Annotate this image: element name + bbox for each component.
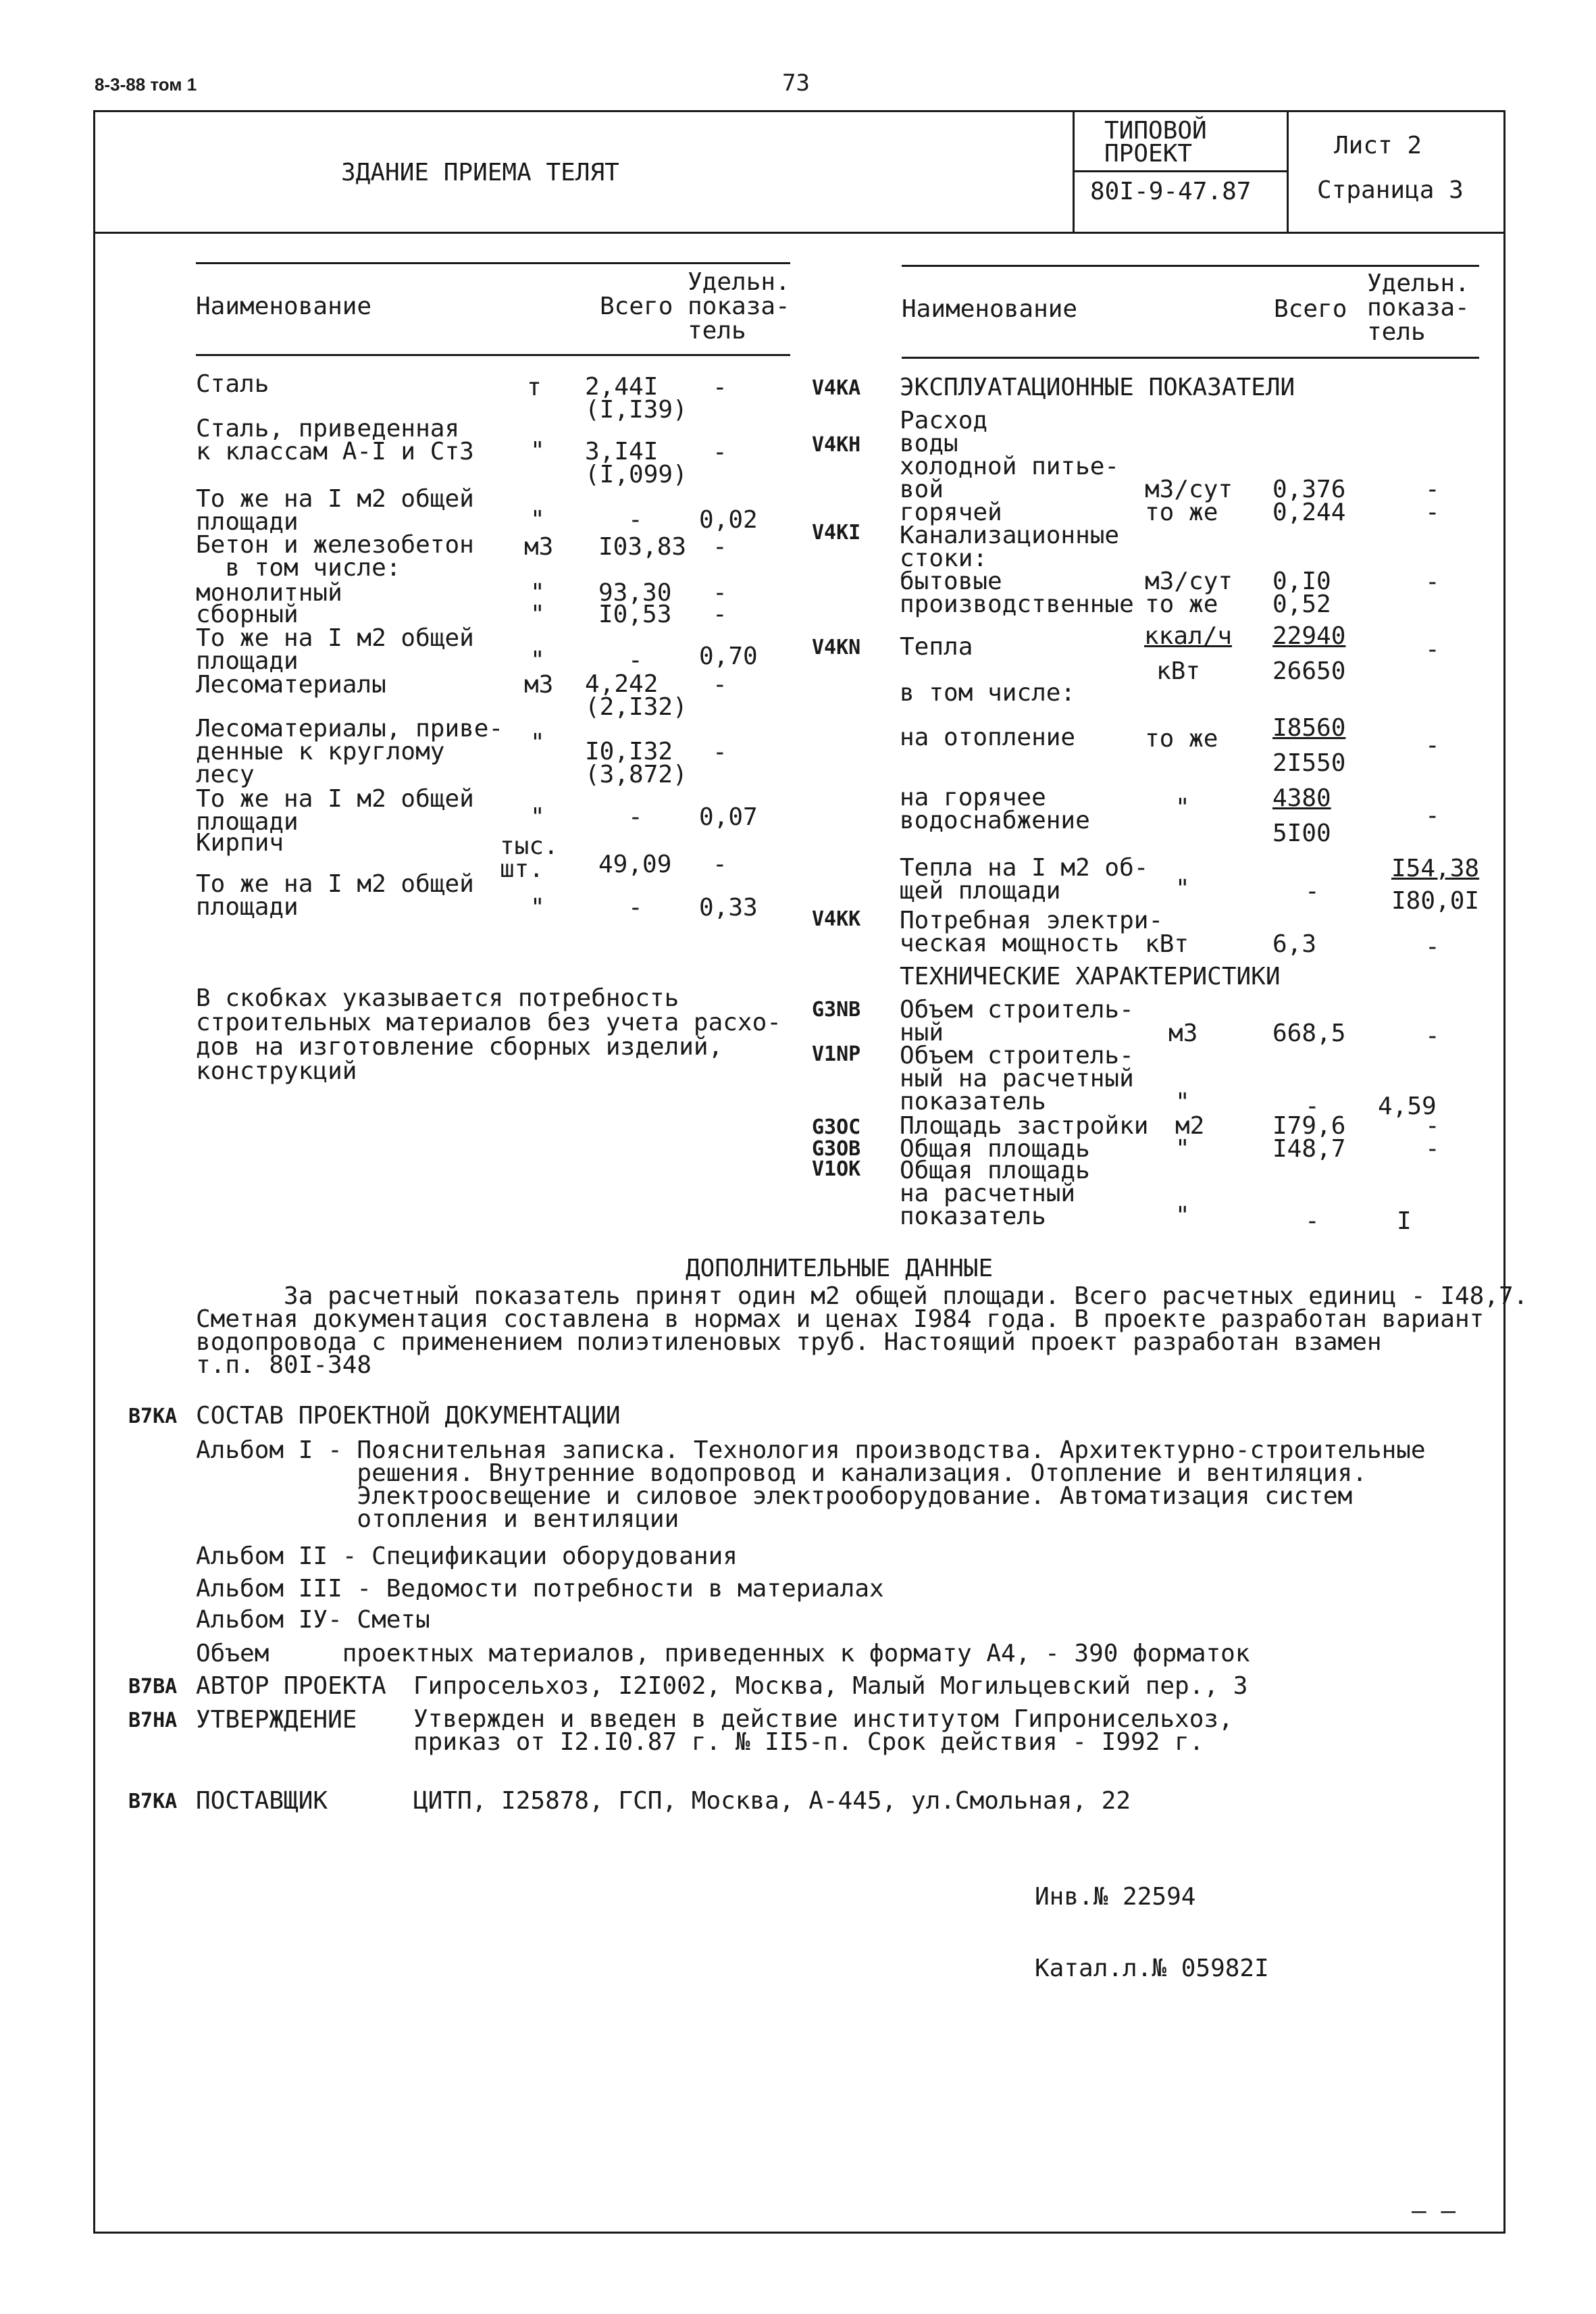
volume-label: Объем строитель- ный <box>900 996 1134 1047</box>
row-concrete-total: I03,83 <box>598 533 687 561</box>
water-label: Расход воды холодной питье- вой горячей <box>900 407 1120 526</box>
code-g3nb: G3NB <box>812 998 861 1022</box>
sewer-units: м3/сут то же <box>1145 568 1233 618</box>
hotwater-total-kcal: 4380 <box>1272 784 1331 812</box>
left-col-total: Всего <box>600 293 673 320</box>
row-brick-m2-name: То же на I м2 общей площади <box>196 870 474 921</box>
volume-calc-total: - <box>1305 1092 1320 1120</box>
left-table-top-rule <box>196 262 790 264</box>
heatm2-spec-kcal: I54,38 <box>1391 855 1480 882</box>
row-steel-reduced-name: Сталь, приведенная к классам А-I и Ст3 <box>196 415 474 466</box>
sewer-totals: 0,I0 0,52 <box>1272 568 1331 618</box>
row-steel-reduced-spec: - <box>713 438 727 466</box>
author-label: АВТОР ПРОЕКТА <box>196 1672 386 1700</box>
bottom-mark: ‒ ‒ <box>1412 2197 1456 2225</box>
document-title: ЗДАНИЕ ПРИЕМА ТЕЛЯТ <box>341 159 619 186</box>
right-table-header-rule <box>902 357 1479 359</box>
volume-calc-spec: 4,59 <box>1378 1092 1437 1120</box>
heatm2-unit: " <box>1175 875 1190 903</box>
water-specs: - - <box>1425 476 1440 526</box>
code-v4kh: V4KH <box>812 433 861 457</box>
heatm2-spec-kw: I80,0I <box>1391 887 1480 915</box>
page-label: Страница 3 <box>1317 176 1464 204</box>
row-steel-reduced-unit: " <box>530 437 545 465</box>
code-author: B7BA <box>128 1675 178 1699</box>
code-v4ka: V4KA <box>812 376 861 400</box>
heat-incl-label: в том числе: <box>900 679 1076 707</box>
materials-volume: Объем проектных материалов, приведенных к формату А4, - 390 форматок <box>196 1640 1250 1667</box>
row-brick-m2-spec: 0,33 <box>699 894 758 922</box>
total-area-calc-label: Общая площадь на расчетный показатель <box>900 1157 1090 1230</box>
sewer-label: Канализационные стоки: бытовые производственные <box>900 522 1134 618</box>
row-concrete-m2-name: То же на I м2 общей площади <box>196 624 474 675</box>
header-divider-h <box>1073 170 1289 172</box>
code-supplier: B7KA <box>128 1790 178 1813</box>
section-technical: ТЕХНИЧЕСКИЕ ХАРАКТЕРИСТИКИ <box>900 963 1281 990</box>
left-table-header-rule <box>196 354 790 356</box>
supplier-label: ПОСТАВЩИК <box>196 1787 328 1815</box>
additional-text: За расчетный показатель принят один м2 общей площади. Всего расчетных единиц - I48,7. Сметная документация составлена в нормах и ценах I984 года. В проекте разработан вариант водопровода с применением полиэтиленовых труб. Настоящий проект разработан взамен т.п. 80I-348 <box>196 1282 1528 1379</box>
heat-total-kw: 26650 <box>1272 657 1346 685</box>
row-precast-total: I0,53 <box>598 601 672 628</box>
catalog-number: Катал.л.№ 05982I <box>1035 1955 1269 1982</box>
row-precast-name: сборный <box>196 601 299 628</box>
heatm2-label: Тепла на I м2 об- щей площади <box>900 854 1149 905</box>
heat-unit-kw: кВт <box>1156 657 1201 685</box>
heat-total-kcal: 22940 <box>1272 622 1346 650</box>
heating-unit: то же <box>1145 725 1218 753</box>
code-approval: B7HA <box>128 1709 178 1732</box>
row-steel-m2-name: То же на I м2 общей площади <box>196 485 474 536</box>
heating-total-kw: 2I550 <box>1272 749 1346 777</box>
heating-label: на отопление <box>900 724 1076 751</box>
row-monolith-total: 93,30 <box>598 579 672 607</box>
row-brick-m2-unit: " <box>530 894 545 922</box>
row-timber-spec: - <box>713 671 727 699</box>
right-table-top-rule <box>902 265 1479 267</box>
row-timber-reduced-unit: " <box>530 729 545 757</box>
code-g3oc: G3OC <box>812 1115 861 1139</box>
album-4: Альбом IУ- Сметы <box>196 1606 430 1634</box>
total-area-calc-unit: " <box>1175 1202 1190 1230</box>
row-concrete-m2-unit: " <box>530 647 545 674</box>
sewer-spec: - <box>1425 568 1440 596</box>
row-brick-spec: - <box>713 851 727 878</box>
row-concrete-unit: м3 <box>524 533 554 561</box>
code-v4ki: V4KI <box>812 521 861 545</box>
heat-label: Тепла <box>900 633 973 661</box>
album-1: Альбом I - Пояснительная записка. Технология производства. Архитектурно-строительные решения. Внутренние водопровод и канализация. Отопление и вентиляция. Электроосвещение и силовое электрооборудование. Автоматизация систем отопления и вентиляции <box>196 1436 1426 1533</box>
area-specs: - - <box>1425 1112 1440 1163</box>
row-brick-name: Кирпич <box>196 829 284 857</box>
row-timber-m2-total: - <box>628 803 643 831</box>
code-composition: B7KA <box>128 1405 178 1428</box>
heat-unit-kcal: ккал/ч <box>1144 622 1233 650</box>
volume-calc-unit: " <box>1175 1088 1190 1116</box>
row-steel-m2-unit: " <box>530 506 545 534</box>
album-3: Альбом III - Ведомости потребности в материалах <box>196 1575 884 1603</box>
project-label: ПРОЕКТ <box>1104 140 1193 168</box>
code-g3ob: G3OB <box>812 1137 861 1161</box>
sheet-number: Лист 2 <box>1334 132 1422 159</box>
row-precast-unit: " <box>530 601 545 628</box>
power-total: 6,3 <box>1272 930 1317 958</box>
area-units: м2 " <box>1175 1112 1205 1163</box>
left-col-spec: Удельн. показа- тель <box>688 268 790 345</box>
heating-total-kcal: I8560 <box>1272 714 1346 742</box>
approval-label: УТВЕРЖДЕНИЕ <box>196 1706 357 1734</box>
row-timber-m2-name: То же на I м2 общей площади <box>196 785 474 836</box>
volume-reference: 8-3-88 том 1 <box>95 74 197 95</box>
row-monolith-name: монолитный <box>196 579 342 607</box>
page-number: 73 <box>782 70 810 97</box>
typical-label: ТИПОВОЙ <box>1104 117 1207 145</box>
left-col-name: Наименование <box>196 293 372 320</box>
row-concrete-m2-spec: 0,70 <box>699 643 758 670</box>
left-table-note: В скобках указывается потребность строительных материалов без учета расхо- дов на изготовление сборных изделий, конструкций <box>196 984 781 1085</box>
area-label: Площадь застройки Общая площадь <box>900 1112 1149 1163</box>
right-col-total: Всего <box>1274 295 1347 323</box>
total-area-calc-spec: I <box>1397 1207 1412 1235</box>
row-monolith-unit: " <box>530 579 545 607</box>
row-timber-reduced-total: I0,I32 (3,872) <box>585 738 688 788</box>
row-steel-name: Сталь <box>196 370 269 398</box>
right-col-spec: Удельн. показа- тель <box>1367 270 1470 346</box>
heatm2-total: - <box>1305 878 1320 905</box>
row-steel-reduced-total: 3,I4I (I,099) <box>585 438 688 488</box>
volume-spec: - <box>1425 1022 1440 1050</box>
row-timber-unit: м3 <box>524 671 554 699</box>
approval-text: Утвержден и введен в действие институтом Гипронисельхоз, приказ от I2.I0.87 г. № II5-п. Срок действия - I992 г. <box>413 1705 1233 1756</box>
hotwater-unit: " <box>1175 794 1190 822</box>
water-totals: 0,376 0,244 <box>1272 476 1346 526</box>
section-operational: ЭКСПЛУАТАЦИОННЫЕ ПОКАЗАТЕЛИ <box>900 374 1295 401</box>
row-concrete-spec: - <box>713 533 727 561</box>
album-2: Альбом II - Спецификации оборудования <box>196 1542 738 1570</box>
row-timber-total: 4,242 (2,I32) <box>585 670 688 721</box>
code-v1ok: V1OK <box>812 1157 861 1181</box>
row-steel-m2-total: - <box>628 506 643 534</box>
row-brick-m2-total: - <box>628 894 643 922</box>
heat-spec: - <box>1425 636 1440 663</box>
row-monolith-spec: - <box>713 579 727 607</box>
volume-unit: м3 <box>1168 1020 1198 1047</box>
project-code: 80I-9-47.87 <box>1090 178 1252 205</box>
inventory-number: Инв.№ 22594 <box>1035 1883 1196 1911</box>
row-precast-spec: - <box>713 601 727 628</box>
row-steel-total: 2,44I (I,I39) <box>585 373 688 424</box>
row-brick-total: 49,09 <box>598 851 672 878</box>
area-totals: I79,6 I48,7 <box>1272 1112 1346 1163</box>
volume-total: 668,5 <box>1272 1020 1346 1047</box>
power-spec: - <box>1425 933 1440 961</box>
row-brick-unit: тыс. шт. <box>500 832 559 883</box>
hotwater-total-kw: 5I00 <box>1272 820 1331 847</box>
supplier-text: ЦИТП, I25878, ГСП, Москва, А-445, ул.Смольная, 22 <box>413 1787 1131 1815</box>
power-label: Потребная электри- ческая мощность <box>900 907 1164 957</box>
row-concrete-name: Бетон и железобетон в том числе: <box>196 531 474 582</box>
row-timber-reduced-spec: - <box>713 738 727 766</box>
code-v4kk: V4KK <box>812 907 861 931</box>
power-unit: кВт <box>1145 930 1189 958</box>
hotwater-label: на горячее водоснабжение <box>900 784 1090 834</box>
author-text: Гипросельхоз, I2I002, Москва, Малый Могильцевский пер., 3 <box>413 1672 1248 1700</box>
heating-spec: - <box>1425 732 1440 759</box>
code-v4kn: V4KN <box>812 636 861 659</box>
total-area-calc-total: - <box>1305 1207 1320 1235</box>
right-col-name: Наименование <box>902 295 1078 323</box>
volume-calc-label: Объем строитель- ный на расчетный показатель <box>900 1042 1134 1115</box>
composition-heading: СОСТАВ ПРОЕКТНОЙ ДОКУМЕНТАЦИИ <box>196 1402 621 1430</box>
hotwater-spec: - <box>1425 802 1440 830</box>
additional-heading: ДОПОЛНИТЕЛЬНЫЕ ДАННЫЕ <box>686 1255 994 1282</box>
row-steel-spec: - <box>713 374 727 401</box>
row-concrete-m2-total: - <box>628 647 643 674</box>
row-timber-reduced-name: Лесоматериалы, приве- денные к круглому лесу <box>196 715 504 788</box>
water-units: м3/сут то же <box>1145 476 1233 526</box>
row-timber-m2-spec: 0,07 <box>699 803 758 831</box>
header-divider <box>93 232 1503 234</box>
row-timber-m2-unit: " <box>530 803 545 831</box>
row-steel-unit: т <box>527 374 542 401</box>
row-steel-m2-spec: 0,02 <box>699 506 758 534</box>
code-v1np: V1NP <box>812 1042 861 1066</box>
row-timber-name: Лесоматериалы <box>196 671 386 699</box>
